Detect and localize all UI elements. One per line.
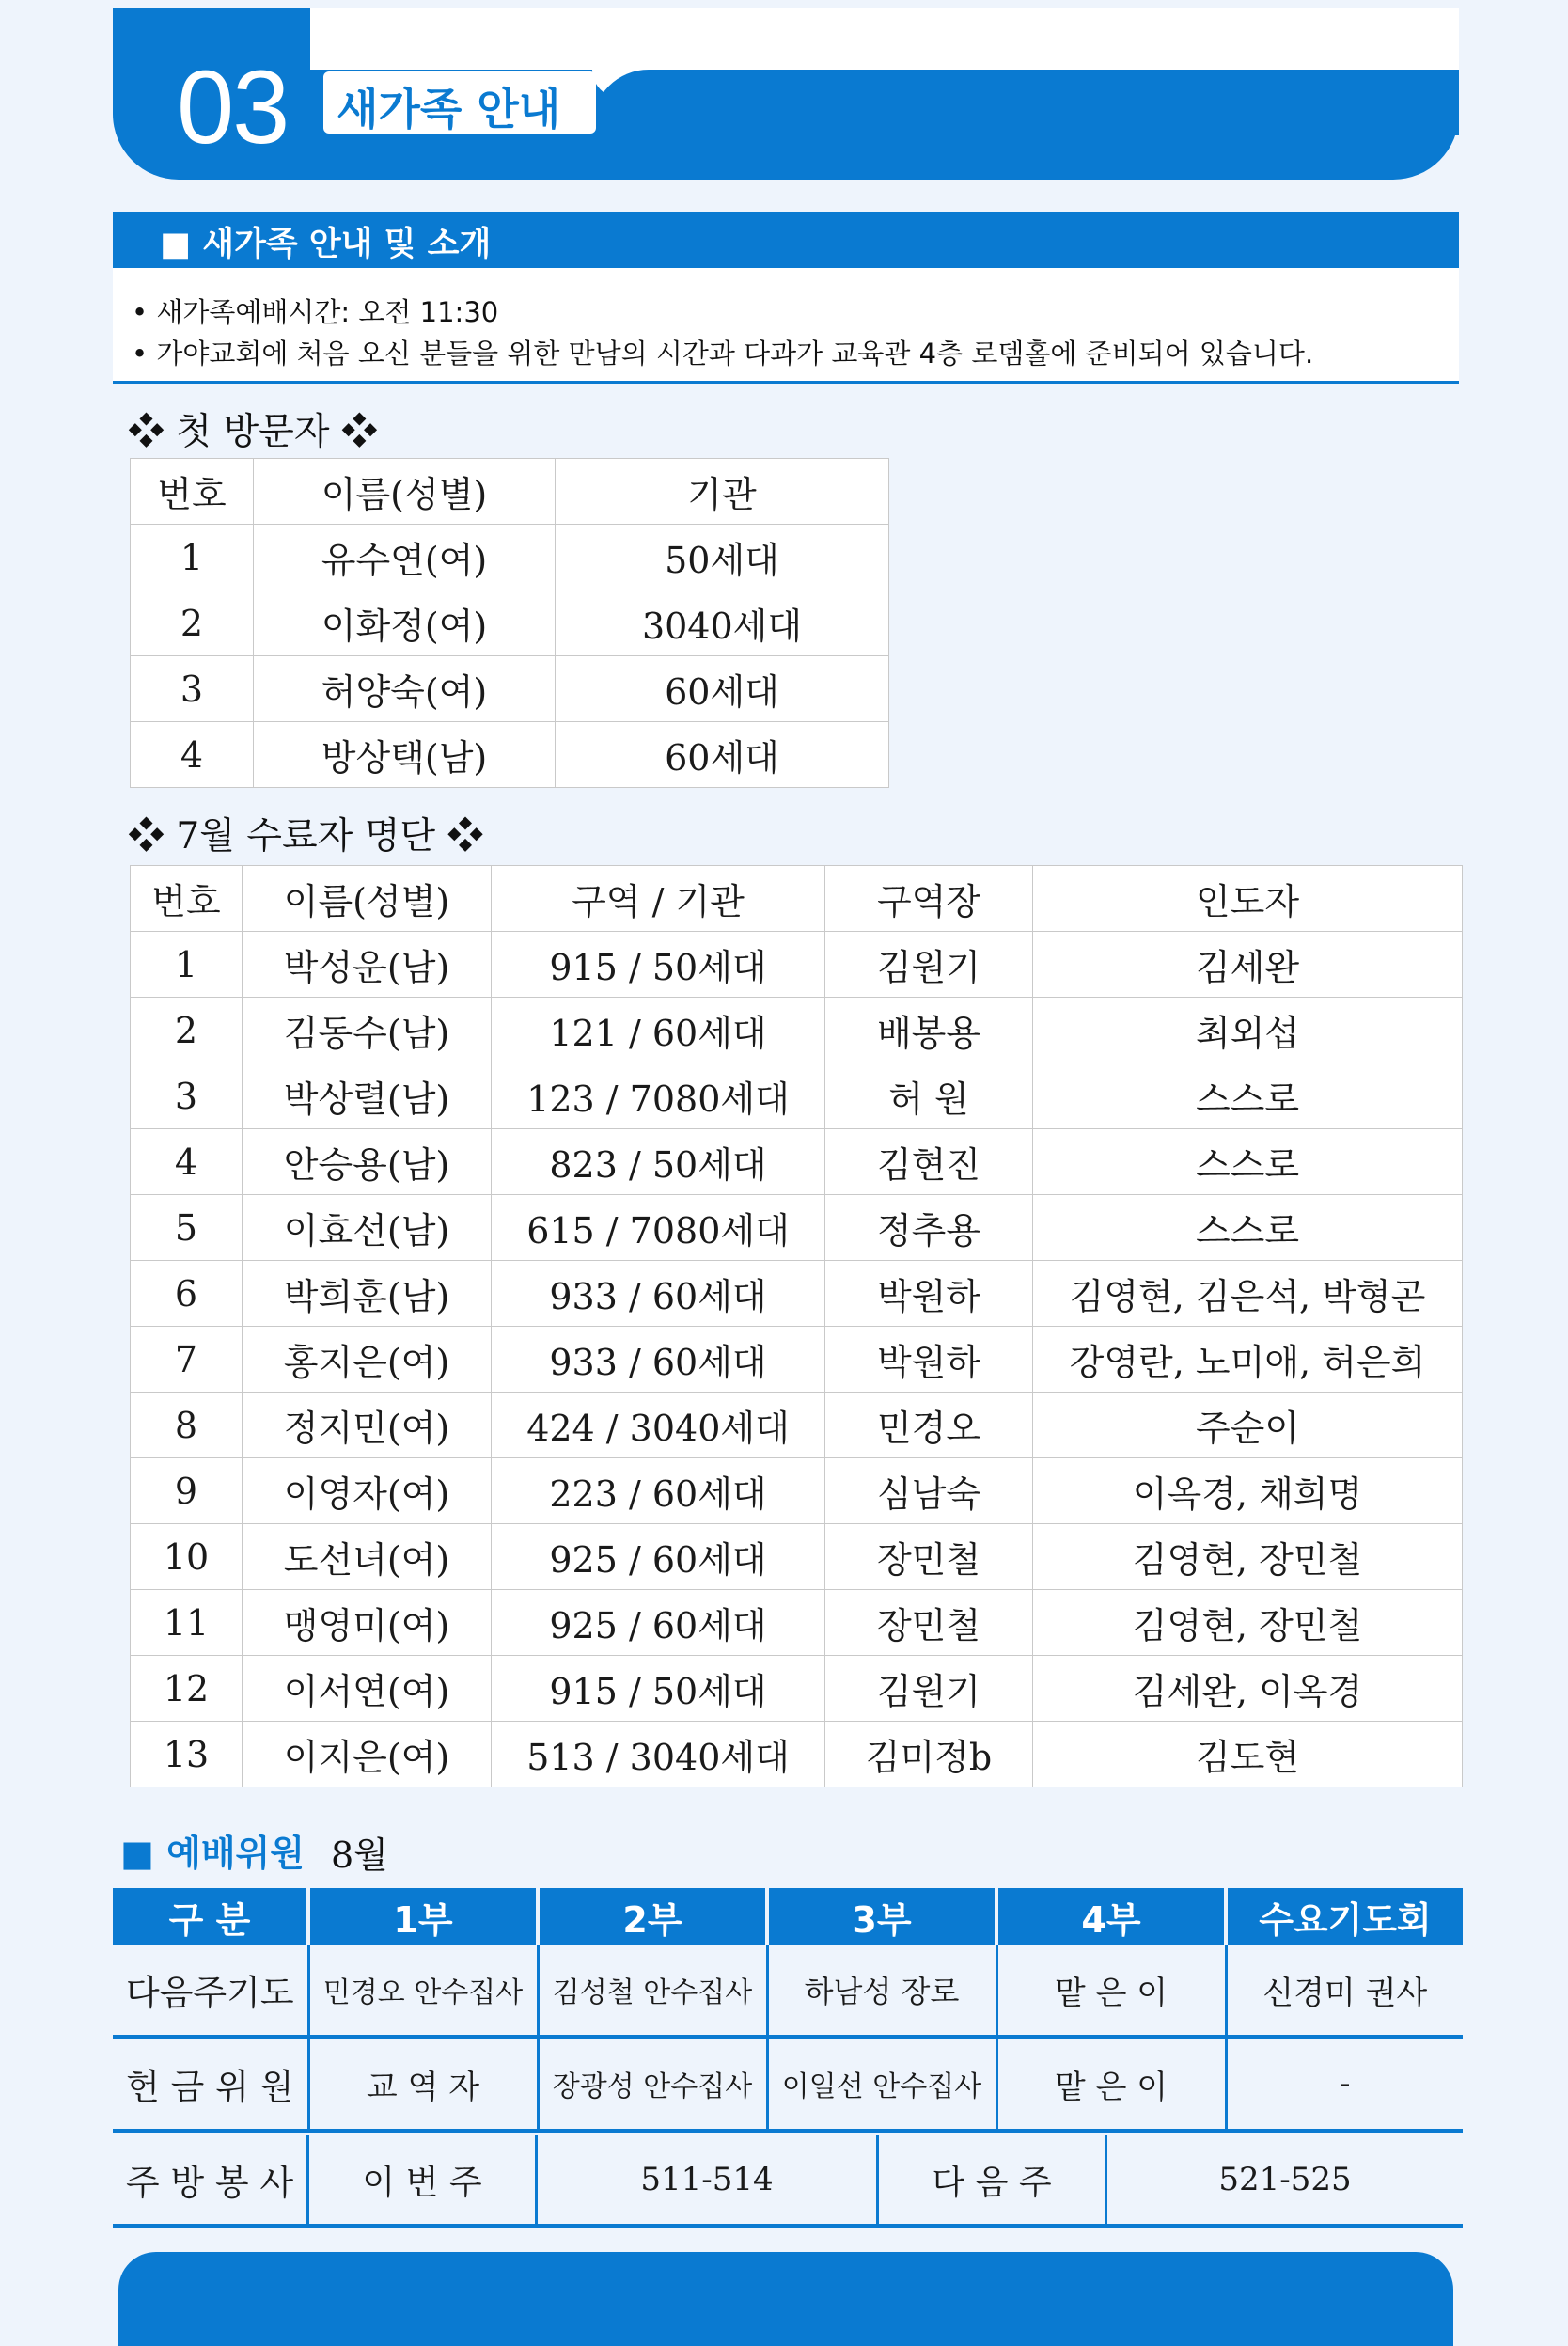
table-cell: 이영자(여) xyxy=(243,1458,492,1524)
intro-line-welcome: • 가야교회에 처음 오신 분들을 위한 만남의 시간과 다과가 교육관 4층 로뎀홀에 준비되어 있습니다. xyxy=(132,338,1314,370)
header-curve xyxy=(592,70,1459,135)
table-cell: 정지민(여) xyxy=(243,1393,492,1458)
table-cell: 김도현 xyxy=(1033,1722,1463,1787)
section-number: 03 xyxy=(177,50,289,165)
table-cell: 60세대 xyxy=(556,656,889,722)
table-cell: 13 xyxy=(131,1722,243,1787)
table-cell: 2 xyxy=(131,590,254,656)
table-cell: 맹영미(여) xyxy=(243,1590,492,1656)
table-cell: 다 음 주 xyxy=(878,2135,1106,2226)
intro-bar-title: ■ 새가족 안내 및 소개 xyxy=(160,226,492,263)
table-cell: 홍지은(여) xyxy=(243,1327,492,1393)
header-cutout xyxy=(310,8,1459,70)
table-cell: 7 xyxy=(131,1327,243,1393)
table-row xyxy=(113,2135,1463,2226)
table-cell: 121 / 60세대 xyxy=(492,998,825,1063)
table-cell: 김동수(남) xyxy=(243,998,492,1063)
table-row xyxy=(131,590,889,656)
table-cell: 스스로 xyxy=(1033,1063,1463,1129)
table-cell: 김영현, 장민철 xyxy=(1033,1524,1463,1590)
table-cell: 허 원 xyxy=(825,1063,1033,1129)
table-cell: 김영현, 김은석, 박형곤 xyxy=(1033,1261,1463,1327)
table-cell: 김현진 xyxy=(825,1129,1033,1195)
table-cell: 615 / 7080세대 xyxy=(492,1195,825,1261)
table-cell: 424 / 3040세대 xyxy=(492,1393,825,1458)
table-cell: 933 / 60세대 xyxy=(492,1261,825,1327)
table-cell: 도선녀(여) xyxy=(243,1524,492,1590)
table-cell: 김세완 xyxy=(1033,932,1463,998)
table-cell: 60세대 xyxy=(556,722,889,788)
table-row xyxy=(131,1063,1463,1129)
footer-band xyxy=(118,2252,1453,2346)
table-row xyxy=(131,1590,1463,1656)
intro-line-time: • 새가족예배시간: 오전 11:30 xyxy=(132,296,499,328)
table-cell: 50세대 xyxy=(556,525,889,590)
table-cell: 박상렬(남) xyxy=(243,1063,492,1129)
column-header: 수요기도회 xyxy=(1226,1888,1463,1945)
table-cell: 김원기 xyxy=(825,1656,1033,1722)
table-cell: 박원하 xyxy=(825,1327,1033,1393)
table-cell: 123 / 7080세대 xyxy=(492,1063,825,1129)
table-cell: 하남성 장로 xyxy=(767,1945,996,2037)
table-cell: 823 / 50세대 xyxy=(492,1129,825,1195)
table-row xyxy=(131,1722,1463,1787)
column-header: 번호 xyxy=(131,459,254,525)
table-cell: 박성운(남) xyxy=(243,932,492,998)
column-header: 구역장 xyxy=(825,866,1033,932)
table-cell: 1 xyxy=(131,525,254,590)
table-cell: 925 / 60세대 xyxy=(492,1524,825,1590)
worship-month: 8월 xyxy=(331,1834,388,1876)
first-visitors-table xyxy=(130,458,889,788)
table-row xyxy=(131,656,889,722)
table-cell: 1 xyxy=(131,932,243,998)
worship-table xyxy=(113,1888,1463,2133)
table-cell: 배봉용 xyxy=(825,998,1033,1063)
table-cell: 김원기 xyxy=(825,932,1033,998)
table-cell: 김세완, 이옥경 xyxy=(1033,1656,1463,1722)
table-cell: 허양숙(여) xyxy=(254,656,556,722)
column-header: 3부 xyxy=(767,1888,996,1945)
table-cell: 장민철 xyxy=(825,1524,1033,1590)
table-cell: 925 / 60세대 xyxy=(492,1590,825,1656)
worship-title: ■ 예배위원 xyxy=(120,1833,305,1874)
table-cell: 513 / 3040세대 xyxy=(492,1722,825,1787)
table-cell: 신경미 권사 xyxy=(1226,1945,1463,2037)
column-header: 이름(성별) xyxy=(254,459,556,525)
table-row xyxy=(131,998,1463,1063)
kitchen-table xyxy=(113,2135,1463,2228)
table-cell: 8 xyxy=(131,1393,243,1458)
table-cell: 안승용(남) xyxy=(243,1129,492,1195)
table-cell: 유수연(여) xyxy=(254,525,556,590)
table-row xyxy=(131,1656,1463,1722)
table-cell: 11 xyxy=(131,1590,243,1656)
table-row xyxy=(131,932,1463,998)
table-cell: 3 xyxy=(131,1063,243,1129)
table-cell: 강영란, 노미애, 허은희 xyxy=(1033,1327,1463,1393)
table-row xyxy=(131,1393,1463,1458)
column-header: 2부 xyxy=(538,1888,767,1945)
table-row xyxy=(131,1195,1463,1261)
row-label: 주 방 봉 사 xyxy=(113,2135,308,2226)
table-cell: 민경오 안수집사 xyxy=(308,1945,538,2037)
table-cell: 12 xyxy=(131,1656,243,1722)
table-row xyxy=(131,1129,1463,1195)
table-cell: 민경오 xyxy=(825,1393,1033,1458)
table-cell: - xyxy=(1226,2037,1463,2131)
first-visitors-heading: ❖ 첫 방문자 ❖ xyxy=(128,411,378,453)
table-cell: 이화정(여) xyxy=(254,590,556,656)
table-cell: 김성철 안수집사 xyxy=(538,1945,767,2037)
table-cell: 3 xyxy=(131,656,254,722)
row-label: 헌 금 위 원 xyxy=(113,2037,308,2131)
table-cell: 6 xyxy=(131,1261,243,1327)
graduates-table xyxy=(130,865,1463,1787)
table-cell: 915 / 50세대 xyxy=(492,1656,825,1722)
table-cell: 933 / 60세대 xyxy=(492,1327,825,1393)
table-cell: 심남숙 xyxy=(825,1458,1033,1524)
table-cell: 김영현, 장민철 xyxy=(1033,1590,1463,1656)
column-header: 구 분 xyxy=(113,1888,308,1945)
table-cell: 장광성 안수집사 xyxy=(538,2037,767,2131)
table-cell: 스스로 xyxy=(1033,1129,1463,1195)
table-cell: 3040세대 xyxy=(556,590,889,656)
table-cell: 2 xyxy=(131,998,243,1063)
table-cell: 맡 은 이 xyxy=(996,2037,1226,2131)
table-cell: 스스로 xyxy=(1033,1195,1463,1261)
table-cell: 511-514 xyxy=(537,2135,878,2226)
table-cell: 방상택(남) xyxy=(254,722,556,788)
table-cell: 10 xyxy=(131,1524,243,1590)
table-cell: 이지은(여) xyxy=(243,1722,492,1787)
table-cell: 이 번 주 xyxy=(308,2135,537,2226)
table-cell: 교 역 자 xyxy=(308,2037,538,2131)
column-header: 인도자 xyxy=(1033,866,1463,932)
table-cell: 4 xyxy=(131,722,254,788)
table-row xyxy=(131,1327,1463,1393)
table-cell: 9 xyxy=(131,1458,243,1524)
table-cell: 5 xyxy=(131,1195,243,1261)
table-cell: 박희훈(남) xyxy=(243,1261,492,1327)
column-header: 1부 xyxy=(308,1888,538,1945)
table-row xyxy=(131,1458,1463,1524)
table-cell: 이일선 안수집사 xyxy=(767,2037,996,2131)
column-header: 이름(성별) xyxy=(243,866,492,932)
table-cell: 223 / 60세대 xyxy=(492,1458,825,1524)
column-header: 번호 xyxy=(131,866,243,932)
section-title: 새가족 안내 xyxy=(337,84,561,134)
table-row xyxy=(113,1945,1463,2037)
graduates-heading: ❖ 7월 수료자 명단 ❖ xyxy=(128,815,484,858)
table-cell: 김미정b xyxy=(825,1722,1033,1787)
table-cell: 915 / 50세대 xyxy=(492,932,825,998)
column-header: 기관 xyxy=(556,459,889,525)
table-row xyxy=(131,722,889,788)
table-cell: 박원하 xyxy=(825,1261,1033,1327)
table-cell: 정추용 xyxy=(825,1195,1033,1261)
table-cell: 이옥경, 채희명 xyxy=(1033,1458,1463,1524)
table-cell: 장민철 xyxy=(825,1590,1033,1656)
table-cell: 주순이 xyxy=(1033,1393,1463,1458)
table-cell: 이효선(남) xyxy=(243,1195,492,1261)
table-cell: 맡 은 이 xyxy=(996,1945,1226,2037)
column-header: 구역 / 기관 xyxy=(492,866,825,932)
table-row xyxy=(131,1524,1463,1590)
row-label: 다음주기도 xyxy=(113,1945,308,2037)
table-row xyxy=(131,525,889,590)
table-cell: 이서연(여) xyxy=(243,1656,492,1722)
column-header: 4부 xyxy=(996,1888,1226,1945)
table-cell: 521-525 xyxy=(1106,2135,1464,2226)
table-cell: 최외섭 xyxy=(1033,998,1463,1063)
table-row xyxy=(131,1261,1463,1327)
table-cell: 4 xyxy=(131,1129,243,1195)
table-row xyxy=(113,2037,1463,2131)
